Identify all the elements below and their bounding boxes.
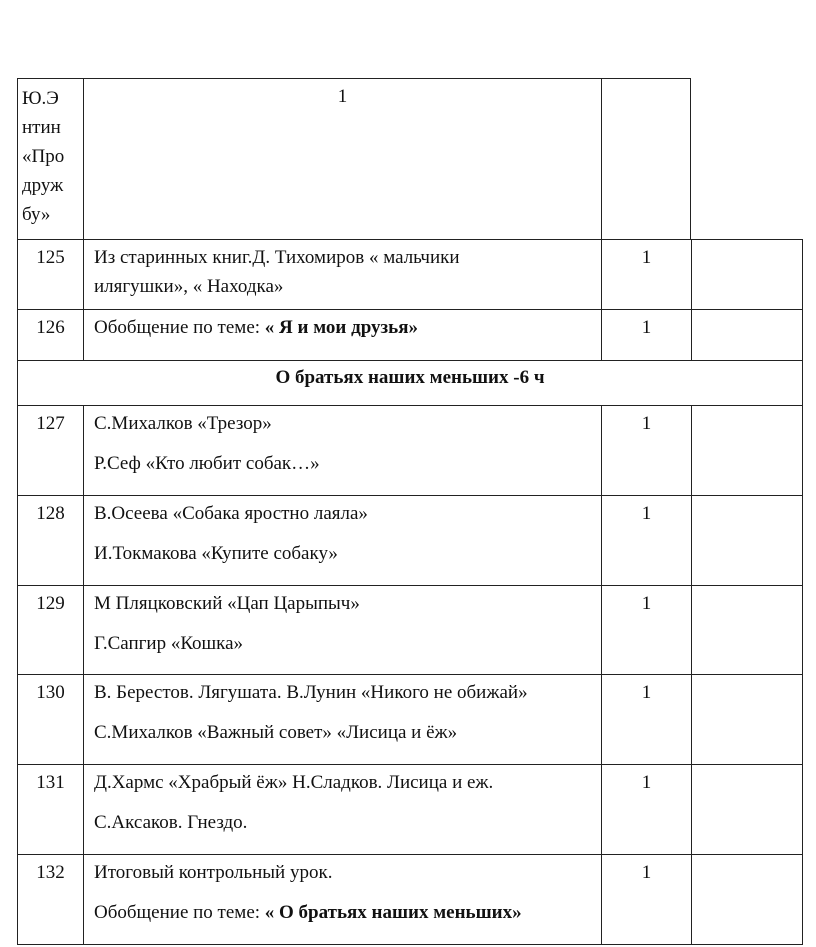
lesson-topic: Обобщение по теме: « Я и мои друзья» bbox=[83, 309, 601, 360]
lesson-topic: Итоговый контрольный урок. Обобщение по теме: « О братьях наших меньших» bbox=[83, 854, 601, 945]
lesson-number: 127 bbox=[17, 405, 83, 495]
empty-cell bbox=[691, 854, 803, 945]
empty-cell bbox=[691, 405, 803, 495]
lesson-number: 131 bbox=[17, 764, 83, 854]
lesson-topic: М Пляцковский «Цап Царыпыч» Г.Сапгир «Кошка» bbox=[83, 585, 601, 674]
lesson-hours: 1 bbox=[601, 239, 691, 309]
lesson-number: 125 bbox=[17, 239, 83, 309]
empty-cell bbox=[691, 239, 803, 309]
empty-cell bbox=[691, 309, 803, 360]
empty-cell bbox=[691, 674, 803, 764]
lesson-number: 126 bbox=[17, 309, 83, 360]
lesson-hours: 1 bbox=[601, 854, 691, 945]
lesson-topic: В. Берестов. Лягушата. В.Лунин «Никого не обижай» С.Михалков «Важный совет» «Лисица и ёж» bbox=[83, 674, 601, 764]
author-cell bbox=[17, 78, 83, 239]
author-line: нтин bbox=[22, 117, 61, 138]
author-line: друж bbox=[22, 175, 64, 196]
lesson-hours: 1 bbox=[601, 764, 691, 854]
lesson-number: 130 bbox=[17, 674, 83, 764]
lesson-hours: 1 bbox=[601, 495, 691, 585]
lesson-hours: 1 bbox=[601, 585, 691, 674]
lesson-number: 129 bbox=[17, 585, 83, 674]
lesson-number: 128 bbox=[17, 495, 83, 585]
author-line: «Про bbox=[22, 146, 65, 167]
hours-cell: 1 bbox=[83, 78, 601, 239]
empty-cell bbox=[601, 78, 691, 239]
empty-cell bbox=[691, 585, 803, 674]
empty-cell bbox=[691, 495, 803, 585]
empty-cell bbox=[691, 764, 803, 854]
lesson-topic: Из старинных книг.Д. Тихомиров « мальчики илягушки», « Находка» bbox=[83, 239, 601, 309]
author-line: бу» bbox=[22, 204, 51, 225]
lesson-hours: 1 bbox=[601, 674, 691, 764]
lesson-hours: 1 bbox=[601, 405, 691, 495]
author-line: Ю.Э bbox=[22, 88, 59, 109]
lesson-topic: В.Осеева «Собака яростно лаяла» И.Токмакова «Купите собаку» bbox=[83, 495, 601, 585]
section-title: О братьях наших меньших -6 ч bbox=[17, 360, 803, 405]
lesson-topic: Д.Хармс «Храбрый ёж» Н.Сладков. Лисица и еж. С.Аксаков. Гнездо. bbox=[83, 764, 601, 854]
lesson-topic: С.Михалков «Трезор» Р.Сеф «Кто любит собак…» bbox=[83, 405, 601, 495]
lesson-hours: 1 bbox=[601, 309, 691, 360]
lesson-number: 132 bbox=[17, 854, 83, 945]
